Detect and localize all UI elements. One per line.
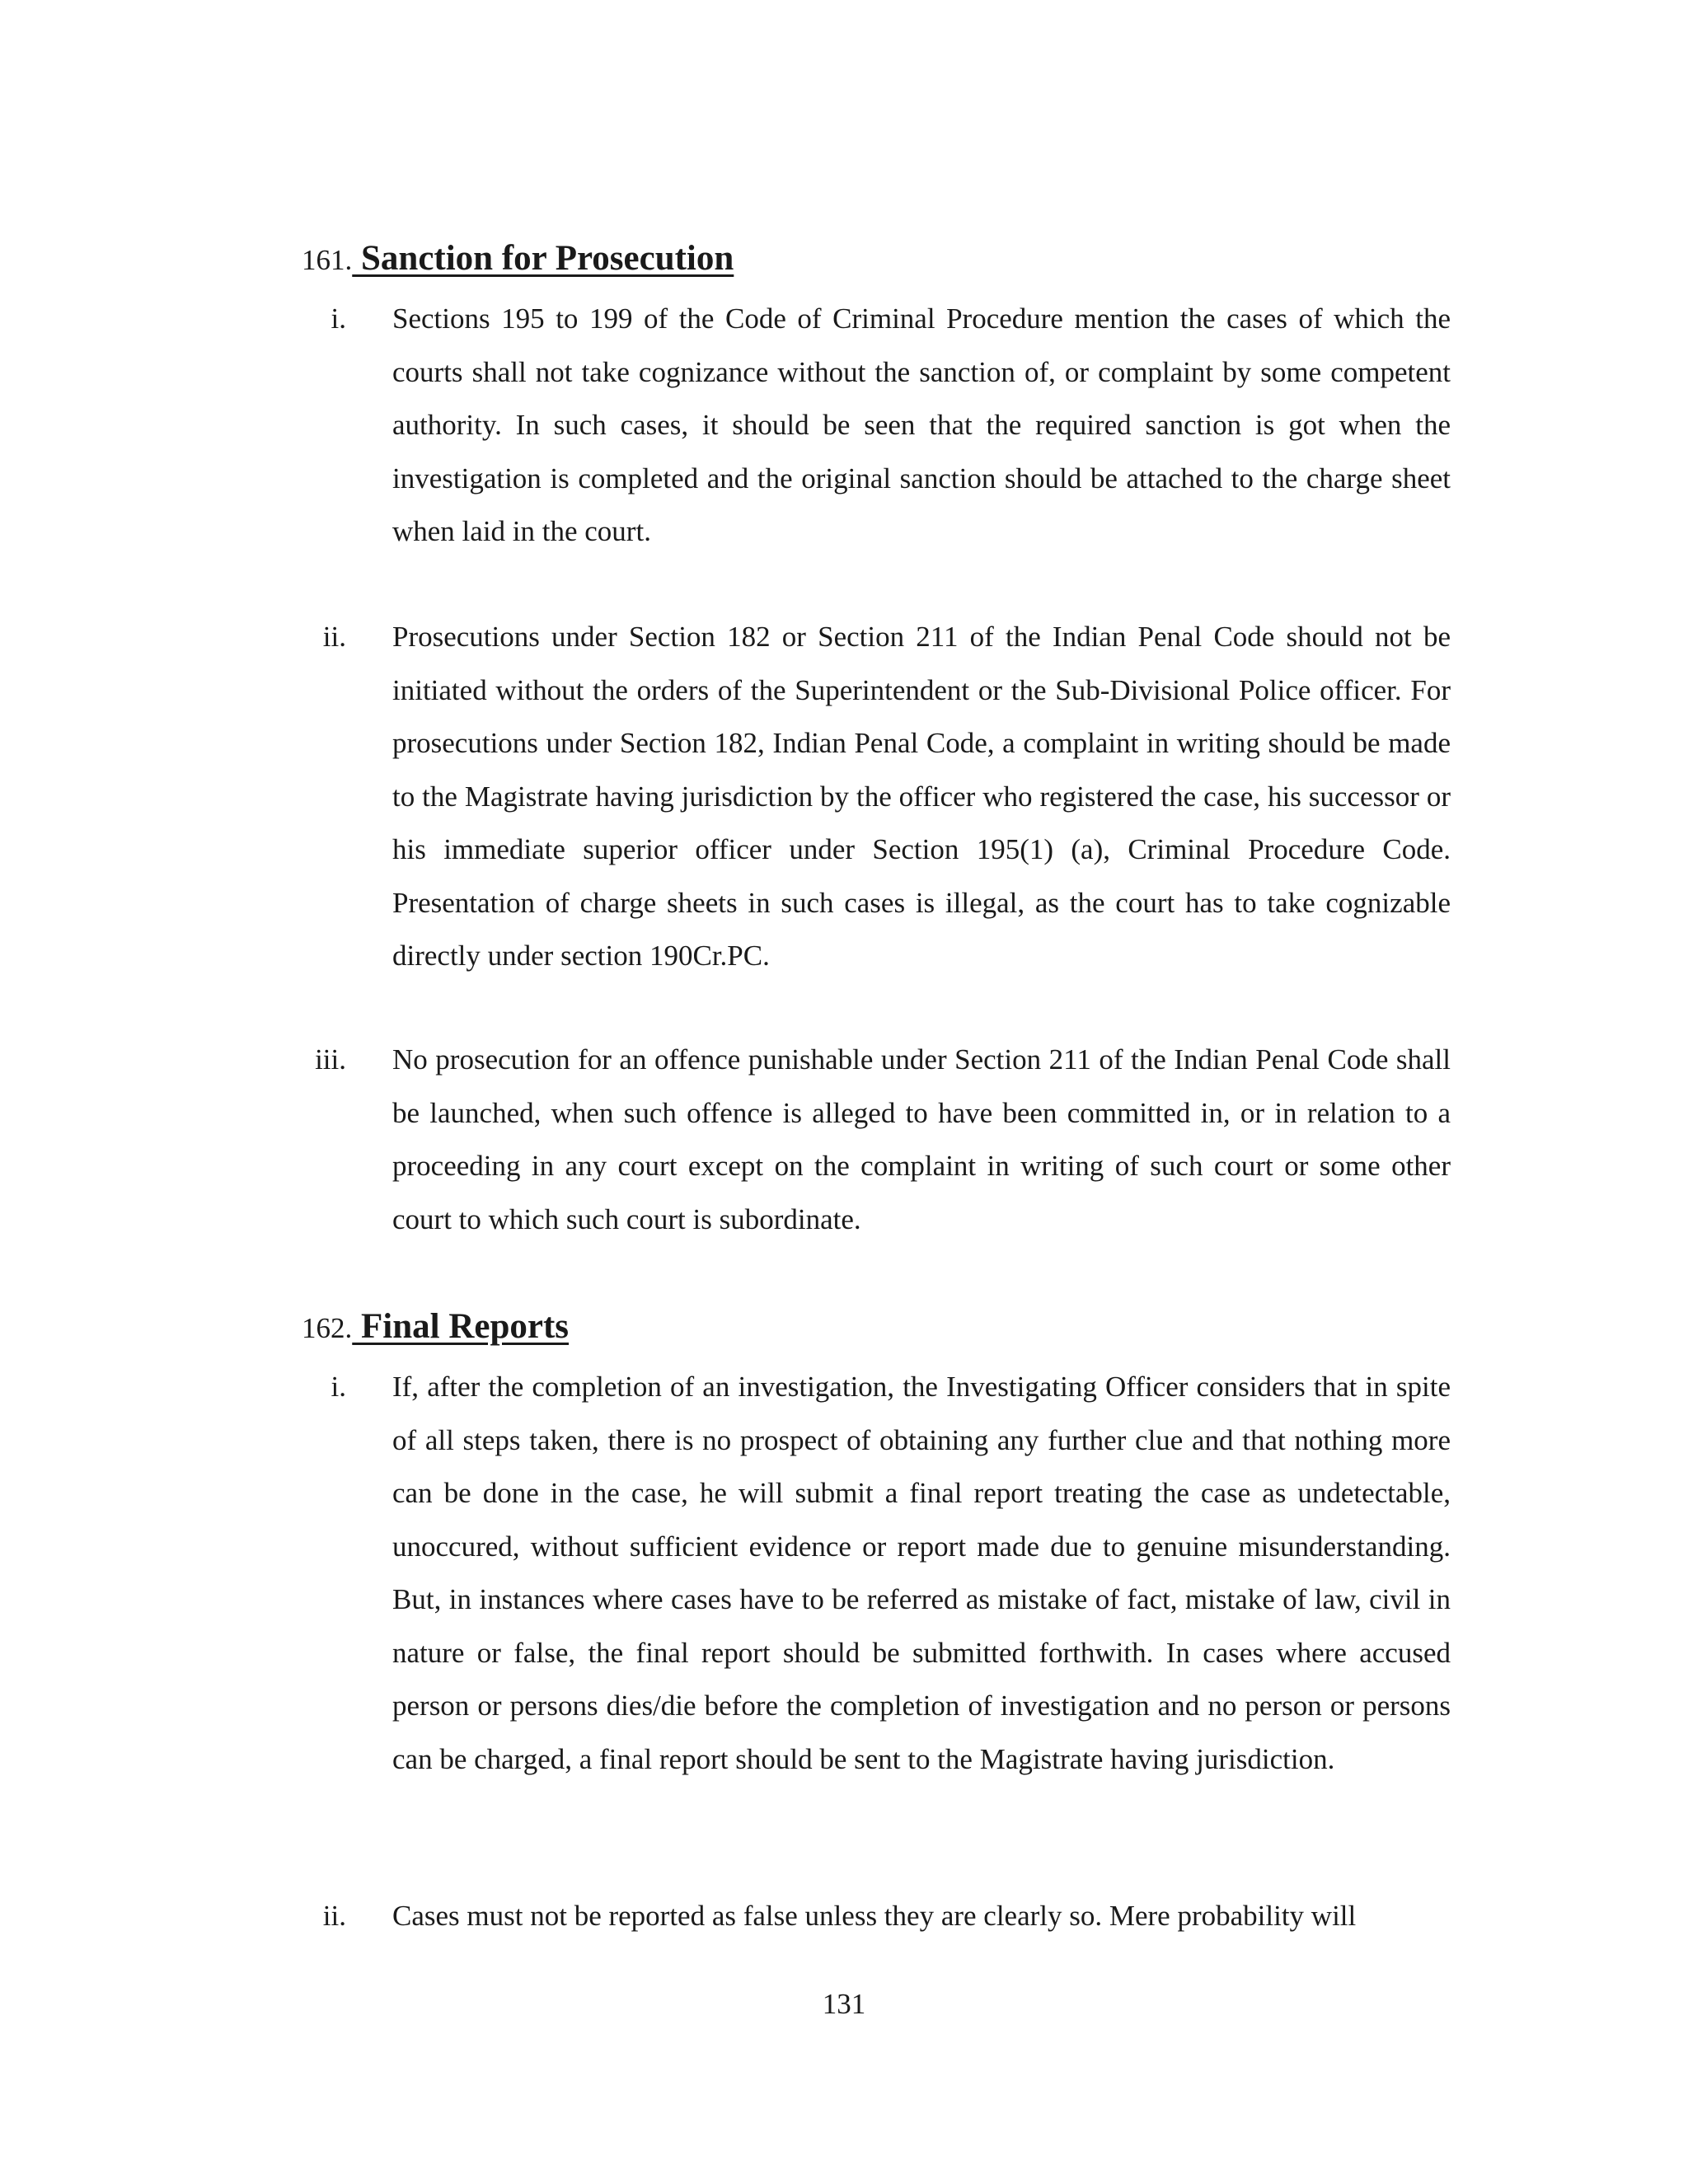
- section-title: Sanction for Prosecution: [352, 239, 734, 278]
- list-marker: ii.: [322, 1900, 346, 1932]
- list-marker: ii.: [322, 621, 346, 653]
- section-heading: [302, 1302, 569, 1359]
- list-marker: i.: [331, 1371, 346, 1403]
- section-title: Final Reports: [352, 1307, 570, 1346]
- paragraph-text: Cases must not be reported as false unless they are clearly so. Mere probability will: [392, 1900, 1357, 1932]
- list-marker: i.: [331, 302, 346, 335]
- paragraph-text: No prosecution for an offence punishable under Section 211 of the Indian Penal Code shall be launched, when such offence is alleged to have been committed in, or in relation to a proceeding in any court except on the complaint in writing of such court or some other court to which such court is subordinate.: [392, 1043, 1451, 1235]
- list-marker: iii.: [315, 1043, 346, 1076]
- paragraph-text: Prosecutions under Section 182 or Section 211 of the Indian Penal Code should not be initiated without the orders of the Superintendent or the Sub-Divisional Police officer. For prosecutions under Section 182, Indian Penal Code, a complaint in writing should be made to the Magistrate having jurisdiction by the officer who registered the case, his successor or his immediate superior officer under Section 195(1) (a), Criminal Procedure Code. Presentation of charge sheets in such cases is illegal, as the court has to take cognizable directly under section 190Cr.PC.: [392, 621, 1451, 972]
- page-number: 131: [822, 1988, 866, 2020]
- paragraph-text: If, after the completion of an investigation, the Investigating Officer considers that in spite of all steps taken, there is no prospect of obtaining any further clue and that nothing more can be done in the case, he will submit a final report treating the case as undetectable, unoccured, without sufficient evidence or report made due to genuine misunderstanding. But, in instances where cases have to be referred as mistake of fact, mistake of law, civil in nature or false, the final report should be submitted forthwith. In cases where accused person or persons dies/die before the completion of investigation and no person or persons can be charged, a final report should be sent to the Magistrate having jurisdiction.: [392, 1371, 1451, 1775]
- paragraph-text: Sections 195 to 199 of the Code of Criminal Procedure mention the cases of which the courts shall not take cognizance without the sanction of, or complaint by some competent authority. In such cases, it should be seen that the required sanction is got when the investigation is completed and the original sanction should be attached to the charge sheet when laid in the court.: [392, 302, 1451, 547]
- section-heading: [302, 234, 734, 291]
- section-number: 161.: [302, 244, 353, 276]
- section-number: 162.: [302, 1312, 353, 1344]
